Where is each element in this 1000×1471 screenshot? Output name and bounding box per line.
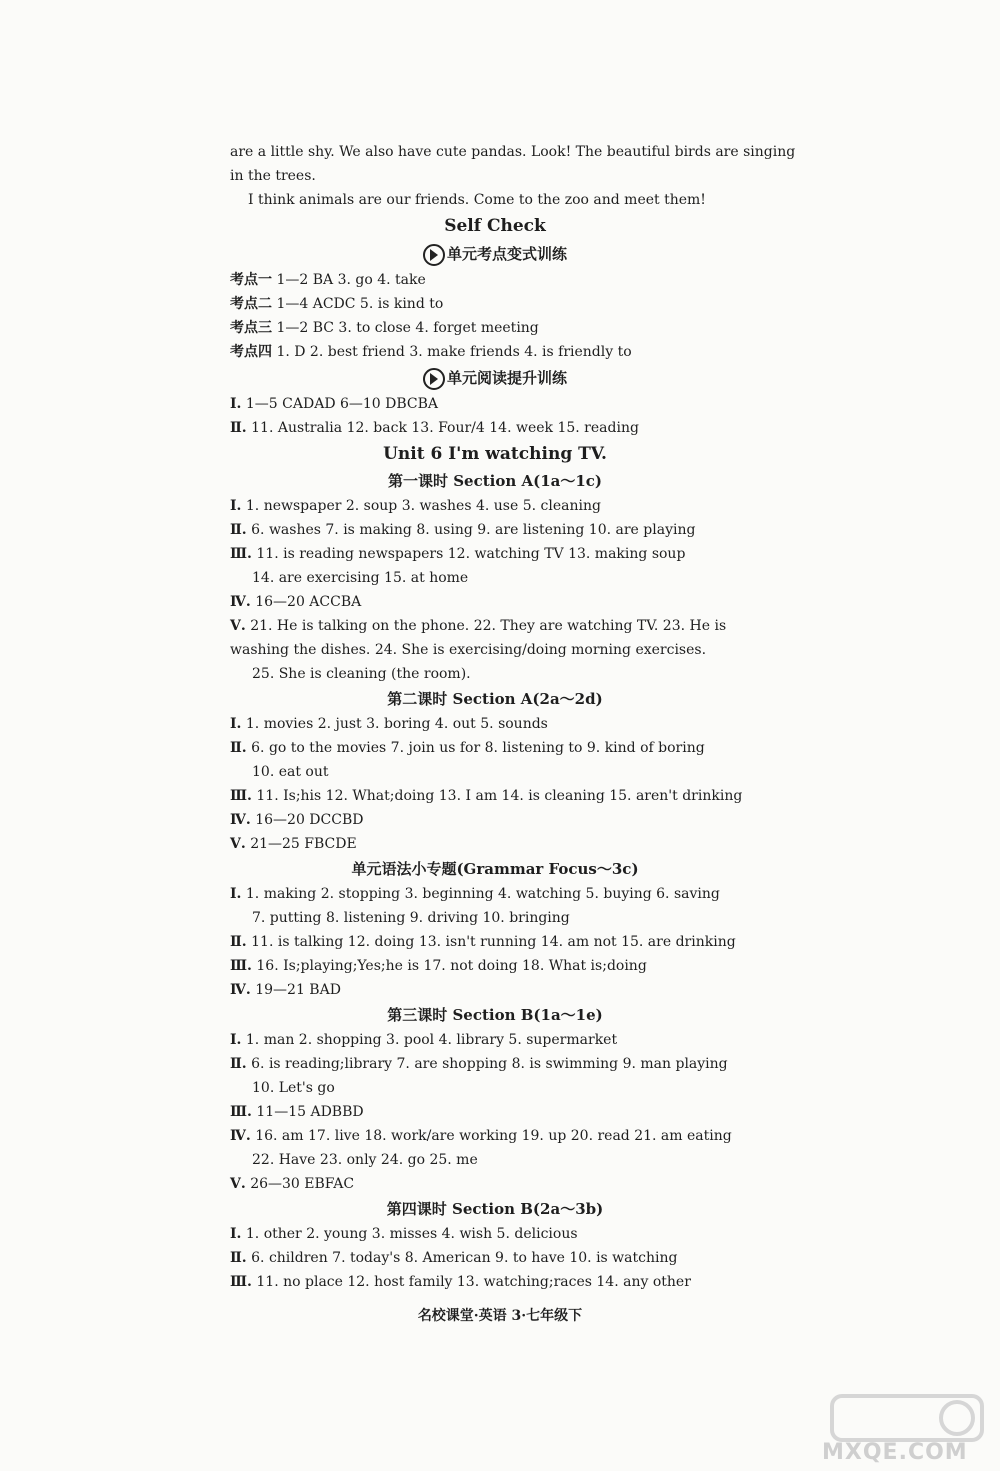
answer-text: 1—5 CADAD 6—10 DBCBA	[245, 396, 439, 412]
answer-text: 1. D 2. best friend 3. make friends 4. is friendly to	[276, 344, 632, 360]
answer-text: 16—20 ACCBA	[255, 594, 362, 610]
item-label: Ⅰ.	[230, 498, 242, 514]
item-label: Ⅱ.	[230, 740, 247, 756]
item-label: Ⅳ.	[230, 812, 251, 828]
item-label: Ⅲ.	[230, 1104, 252, 1120]
answer-text: 1. newspaper 2. soup 3. washes 4. use 5. cleaning	[245, 498, 601, 514]
answer-line	[230, 784, 760, 808]
answer-line	[230, 542, 760, 566]
answer-text: in the trees.	[230, 168, 316, 184]
lesson-heading: 第三课时 Section B(1a～1e)	[387, 1006, 603, 1024]
answer-text: 1—4 ACDC 5. is kind to	[276, 296, 444, 312]
answer-line	[230, 164, 760, 188]
item-label: 考点四	[230, 344, 272, 360]
answer-line	[230, 140, 796, 164]
answer-text: 19—21 BAD	[255, 982, 341, 998]
lesson-heading: 单元语法小专题(Grammar Focus～3c)	[351, 860, 639, 878]
answer-text: 11—15 ADBBD	[256, 1104, 364, 1120]
answer-text: washing the dishes. 24. She is exercising/doing morning exercises.	[230, 642, 707, 658]
training-banner	[230, 364, 760, 392]
answer-text: 11. is reading newspapers 12. watching TV 13. making soup	[256, 546, 686, 562]
item-label: Ⅳ.	[230, 1128, 251, 1144]
section-title: Self Check	[444, 216, 546, 236]
answer-text: 10. Let's go	[252, 1080, 335, 1096]
answer-line	[230, 638, 760, 662]
lesson-heading: 第一课时 Section A(1a～1c)	[387, 472, 603, 490]
answer-line	[230, 1148, 760, 1172]
answer-text: 14. are exercising 15. at home	[252, 570, 469, 586]
play-arrow-icon	[423, 244, 445, 266]
answer-line	[230, 930, 760, 954]
banner-text: 单元考点变式训练	[446, 245, 567, 263]
item-label: Ⅲ.	[230, 958, 252, 974]
answer-line	[230, 566, 760, 590]
answer-line	[230, 760, 760, 784]
item-label: 考点二	[230, 296, 272, 312]
answer-line	[230, 590, 760, 614]
answer-text: 1—2 BC 3. to close 4. forget meeting	[276, 320, 539, 336]
answer-line	[230, 340, 760, 364]
answer-line	[230, 808, 760, 832]
answer-line	[230, 268, 760, 292]
banner-text: 单元阅读提升训练	[446, 369, 567, 387]
answer-line	[230, 1270, 760, 1294]
answer-line	[230, 416, 760, 440]
answer-text: 21. He is talking on the phone. 22. They are watching TV. 23. He is	[250, 618, 727, 634]
item-label: Ⅱ.	[230, 1250, 247, 1266]
answer-text: 11. Australia 12. back 13. Four/4 14. week 15. reading	[251, 420, 639, 436]
item-label: Ⅲ.	[230, 788, 252, 804]
answer-text: 6. washes 7. is making 8. using 9. are listening 10. are playing	[251, 522, 696, 538]
answer-text: 6. is reading;library 7. are shopping 8. is swimming 9. man playing	[251, 1056, 728, 1072]
item-label: Ⅴ.	[230, 836, 246, 852]
item-label: Ⅴ.	[230, 1176, 246, 1192]
answer-text: 22. Have 23. only 24. go 25. me	[252, 1152, 478, 1168]
answer-line	[230, 954, 760, 978]
watermark-text: MXQE.COM	[822, 1440, 968, 1465]
answer-line	[230, 1100, 760, 1124]
item-label: Ⅰ.	[230, 1226, 242, 1242]
item-label: Ⅱ.	[230, 934, 247, 950]
answer-text: 6. children 7. today's 8. American 9. to have 10. is watching	[251, 1250, 678, 1266]
answer-line	[230, 832, 760, 856]
answer-text: 26—30 EBFAC	[250, 1176, 355, 1192]
answer-text: 16. Is;playing;Yes;he is 17. not doing 18. What is;doing	[256, 958, 647, 974]
lesson-heading: 第二课时 Section A(2a～2d)	[387, 690, 603, 708]
item-label: Ⅰ.	[230, 886, 242, 902]
item-label: Ⅱ.	[230, 522, 247, 538]
item-label: Ⅲ.	[230, 546, 252, 562]
answer-text: I think animals are our friends. Come to the zoo and meet them!	[248, 192, 706, 208]
answer-text: 11. Is;his 12. What;doing 13. I am 14. is cleaning 15. aren't drinking	[256, 788, 743, 804]
item-label: Ⅰ.	[230, 1032, 242, 1048]
answer-text: 10. eat out	[252, 764, 329, 780]
answer-line	[230, 978, 760, 1002]
answer-text: 1. other 2. young 3. misses 4. wish 5. delicious	[245, 1226, 578, 1242]
answer-text: 1. movies 2. just 3. boring 4. out 5. sounds	[245, 716, 548, 732]
lesson-heading: 第四课时 Section B(2a～3b)	[386, 1200, 604, 1218]
answer-line	[230, 1052, 760, 1076]
answer-line	[230, 1028, 760, 1052]
answer-line	[230, 736, 760, 760]
answer-line	[230, 882, 760, 906]
answer-text: 21—25 FBCDE	[250, 836, 357, 852]
answer-text: 16. am 17. live 18. work/are working 19. up 20. read 21. am eating	[255, 1128, 732, 1144]
item-label: Ⅰ.	[230, 396, 242, 412]
answer-text: 7. putting 8. listening 9. driving 10. bringing	[252, 910, 570, 926]
answer-line	[230, 1246, 760, 1270]
answer-line	[230, 1124, 760, 1148]
item-label: Ⅰ.	[230, 716, 242, 732]
answer-text: 1—2 BA 3. go 4. take	[276, 272, 426, 288]
item-label: Ⅲ.	[230, 1274, 252, 1290]
answer-line	[230, 906, 760, 930]
answer-line	[230, 316, 760, 340]
answer-line	[230, 712, 760, 736]
item-label: 考点一	[230, 272, 272, 288]
answer-line	[230, 188, 760, 212]
item-label: 考点三	[230, 320, 272, 336]
answer-text: 6. go to the movies 7. join us for 8. listening to 9. kind of boring	[251, 740, 705, 756]
answer-text: 11. is talking 12. doing 13. isn't running 14. am not 15. are drinking	[251, 934, 736, 950]
section-title: Unit 6 I'm watching TV.	[383, 444, 607, 464]
item-label: Ⅳ.	[230, 982, 251, 998]
answer-line	[230, 1172, 760, 1196]
answer-text: 16—20 DCCBD	[255, 812, 364, 828]
answer-line	[230, 518, 760, 542]
item-label: Ⅱ.	[230, 1056, 247, 1072]
answer-text: 1. making 2. stopping 3. beginning 4. watching 5. buying 6. saving	[245, 886, 720, 902]
answer-line	[230, 1222, 760, 1246]
play-arrow-icon	[423, 368, 445, 390]
item-label: Ⅴ.	[230, 618, 246, 634]
item-label: Ⅳ.	[230, 594, 251, 610]
training-banner	[230, 240, 760, 268]
answer-line	[230, 392, 760, 416]
answer-page	[230, 140, 796, 1294]
answer-line	[230, 662, 760, 686]
answer-line	[230, 292, 760, 316]
item-label: Ⅱ.	[230, 420, 247, 436]
page-footer: 名校课堂·英语 3·七年级下	[417, 1308, 583, 1324]
answer-line	[230, 1076, 760, 1100]
answer-line	[230, 614, 760, 638]
answer-text: are a little shy. We also have cute pandas. Look! The beautiful birds are singing	[230, 144, 796, 160]
answer-text: 1. man 2. shopping 3. pool 4. library 5. supermarket	[245, 1032, 618, 1048]
answer-text: 11. no place 12. host family 13. watching;races 14. any other	[256, 1274, 691, 1290]
answer-line	[230, 494, 760, 518]
answer-text: 25. She is cleaning (the room).	[252, 666, 471, 682]
